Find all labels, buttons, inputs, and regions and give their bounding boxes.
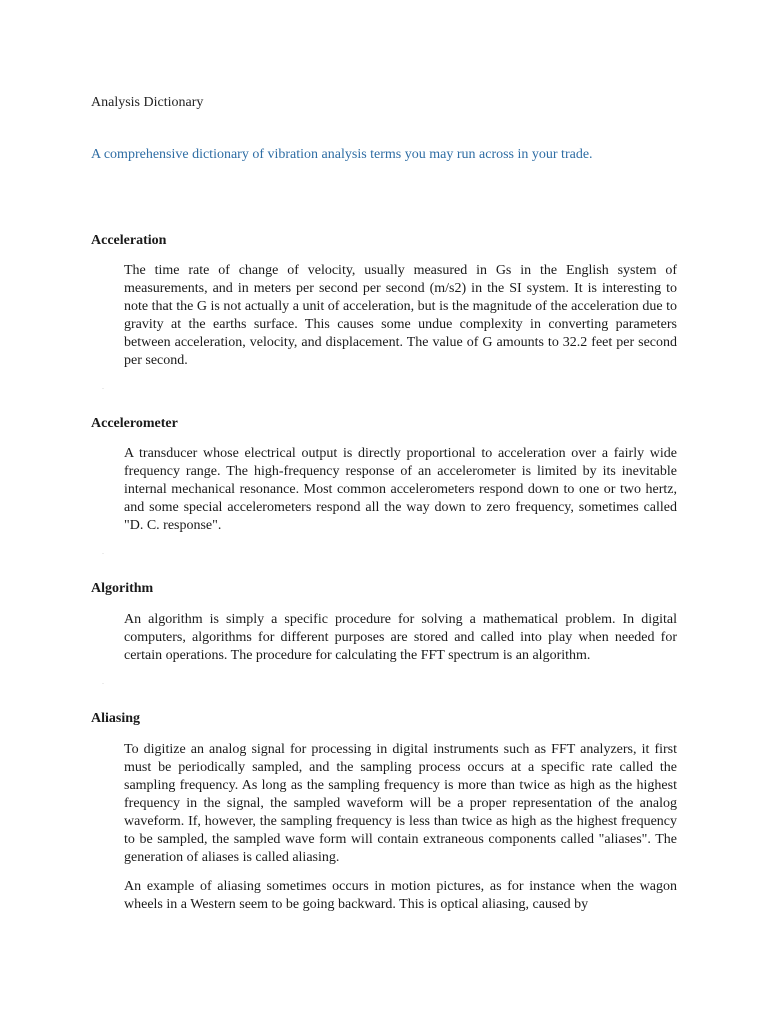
entry-term-aliasing: Aliasing: [91, 711, 141, 726]
empty-paragraph-mark: .: [102, 547, 104, 556]
document-title: Analysis Dictionary: [91, 95, 204, 110]
entry-definition-acceleration: [124, 262, 677, 370]
entry-term-accelerometer: Accelerometer: [91, 416, 178, 431]
definition-paragraph: To digitize an analog signal for processing in digital instruments such as FFT analyzers, it first must be periodically sampled, and the sampling process occurs at a specific rate called the sampling frequency. As long as the sampling frequency is more than twice as high as the highest frequency in the signal, the sampled waveform will be a proper representation of the analog waveform. If, however, the sampling frequency is less than twice as high as the highest frequency to be sampled, the sampled wave form will contain extraneous components called "aliases". The generation of aliases is called aliasing.: [124, 742, 677, 865]
document-subtitle: A comprehensive dictionary of vibration analysis terms you may run across in your trade.: [91, 147, 593, 162]
entry-definition-aliasing: [124, 741, 677, 914]
entry-term-acceleration: Acceleration: [91, 233, 167, 248]
definition-paragraph: An example of aliasing sometimes occurs in motion pictures, as for instance when the wagon wheels in a Western seem to be going backward. This is optical aliasing, caused by: [124, 879, 677, 912]
entry-definition-algorithm: [124, 611, 677, 665]
empty-paragraph-mark: .: [102, 677, 104, 686]
entry-term-algorithm: Algorithm: [91, 581, 154, 596]
definition-paragraph: An algorithm is simply a specific procedure for solving a mathematical problem. In digital computers, algorithms for different purposes are stored and called into play when needed for certain operations. The procedure for calculating the FFT spectrum is an algorithm.: [124, 612, 677, 663]
entry-definition-accelerometer: [124, 445, 677, 535]
definition-paragraph: A transducer whose electrical output is directly proportional to acceleration over a fairly wide frequency range. The high-frequency response of an accelerometer is limited by its inevitable internal mechanical resonance. Most common accelerometers respond down to one or two hertz, and some special accelerometers respond all the way down to zero frequency, sometimes called "D. C. response".: [124, 446, 677, 533]
definition-paragraph: The time rate of change of velocity, usually measured in Gs in the English system of measurements, and in meters per second per second (m/s2) in the SI system. It is interesting to note that the G is not actually a unit of acceleration, but is the magnitude of the acceleration due to gravity at the earths surface. This causes some undue complexity in converting parameters between acceleration, velocity, and displacement. The value of G amounts to 32.2 feet per second per second.: [124, 263, 677, 368]
empty-paragraph-mark: .: [102, 382, 104, 391]
